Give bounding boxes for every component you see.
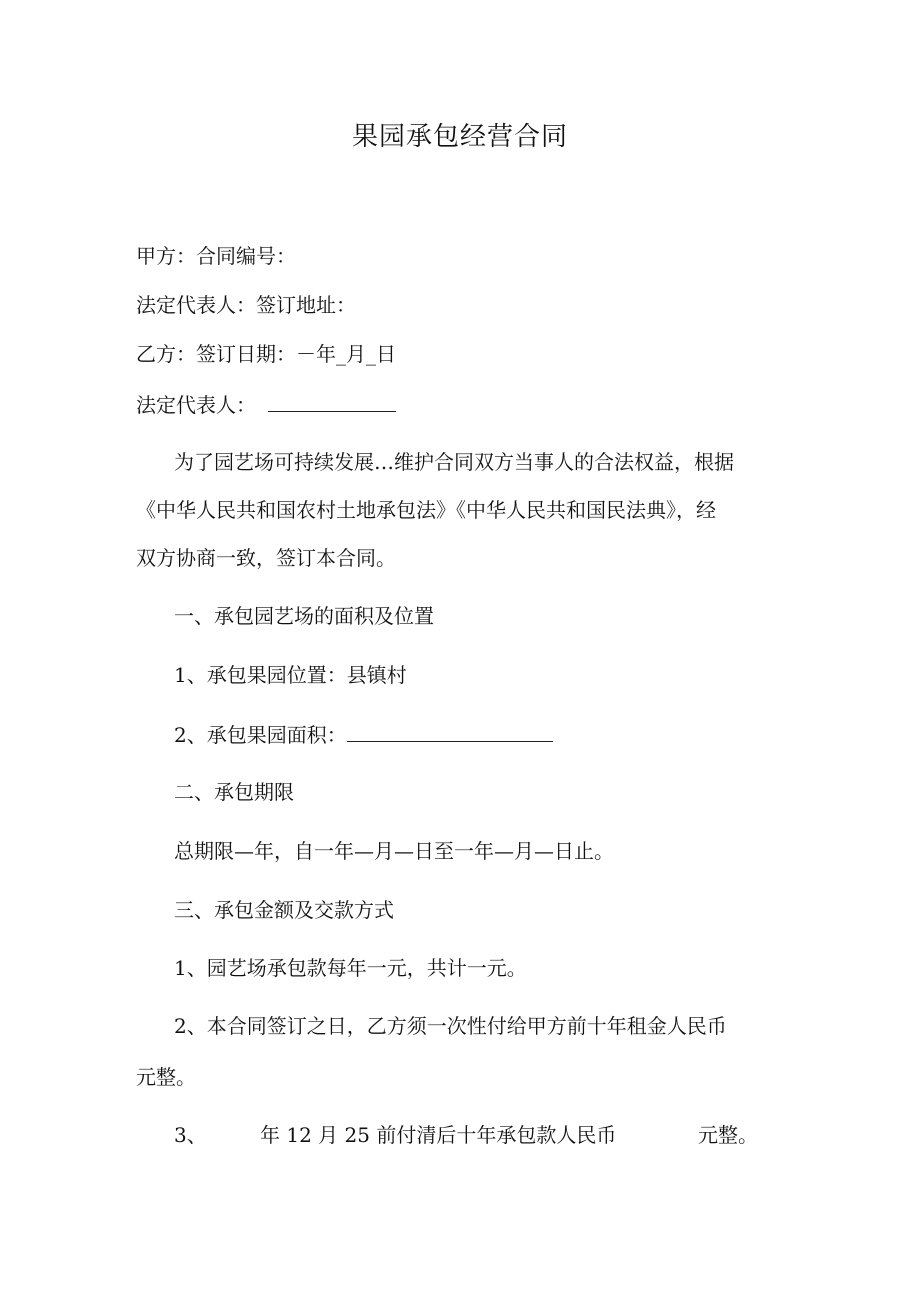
- party-b-date-line: 乙方：签订日期：－年_月_日: [136, 342, 396, 366]
- document-title: 果园承包经营合同: [351, 122, 568, 152]
- section-3-item-3-tail: 元整。: [698, 1123, 758, 1147]
- section-3-item-3-number: 3、: [174, 1123, 207, 1147]
- legal-rep-label: 法定代表人：: [136, 393, 256, 417]
- section-2-heading: 二、承包期限: [174, 780, 294, 804]
- preamble-line-3: 双方协商一致，签订本合同。: [136, 546, 396, 570]
- section-3-item-3-text: 年 12 月 25 前付清后十年承包款人民币: [260, 1123, 617, 1147]
- section-3-heading: 三、承包金额及交款方式: [174, 898, 394, 922]
- legal-rep-blank: [268, 391, 396, 412]
- orchard-area-label: 2、承包果园面积：: [174, 723, 347, 747]
- legal-rep-line: [136, 391, 396, 418]
- section-3-item-2-line-2: 元整。: [136, 1065, 196, 1089]
- legal-rep-address-line: 法定代表人：签订地址：: [136, 293, 356, 317]
- section-2-body: 总期限—年，自一年—月—日至一年—月—日止。: [174, 839, 614, 863]
- orchard-area-blank: [347, 721, 553, 742]
- party-a-line: 甲方：合同编号：: [136, 244, 296, 268]
- section-1-item-1: 1、承包果园位置：县镇村: [174, 663, 407, 687]
- section-1-heading: 一、承包园艺场的面积及位置: [174, 604, 434, 628]
- preamble-line-1: 为了园艺场可持续发展…维护合同双方当事人的合法权益，根据: [174, 450, 734, 474]
- preamble-line-2: 《中华人民共和国农村土地承包法》《中华人民共和国民法典》，经: [136, 498, 716, 522]
- section-3-item-1: 1、园艺场承包款每年一元，共计一元。: [174, 956, 527, 980]
- section-3-item-2-line-1: 2、本合同签订之日，乙方须一次性付给甲方前十年租金人民币: [174, 1014, 727, 1038]
- section-1-item-2: [174, 721, 553, 748]
